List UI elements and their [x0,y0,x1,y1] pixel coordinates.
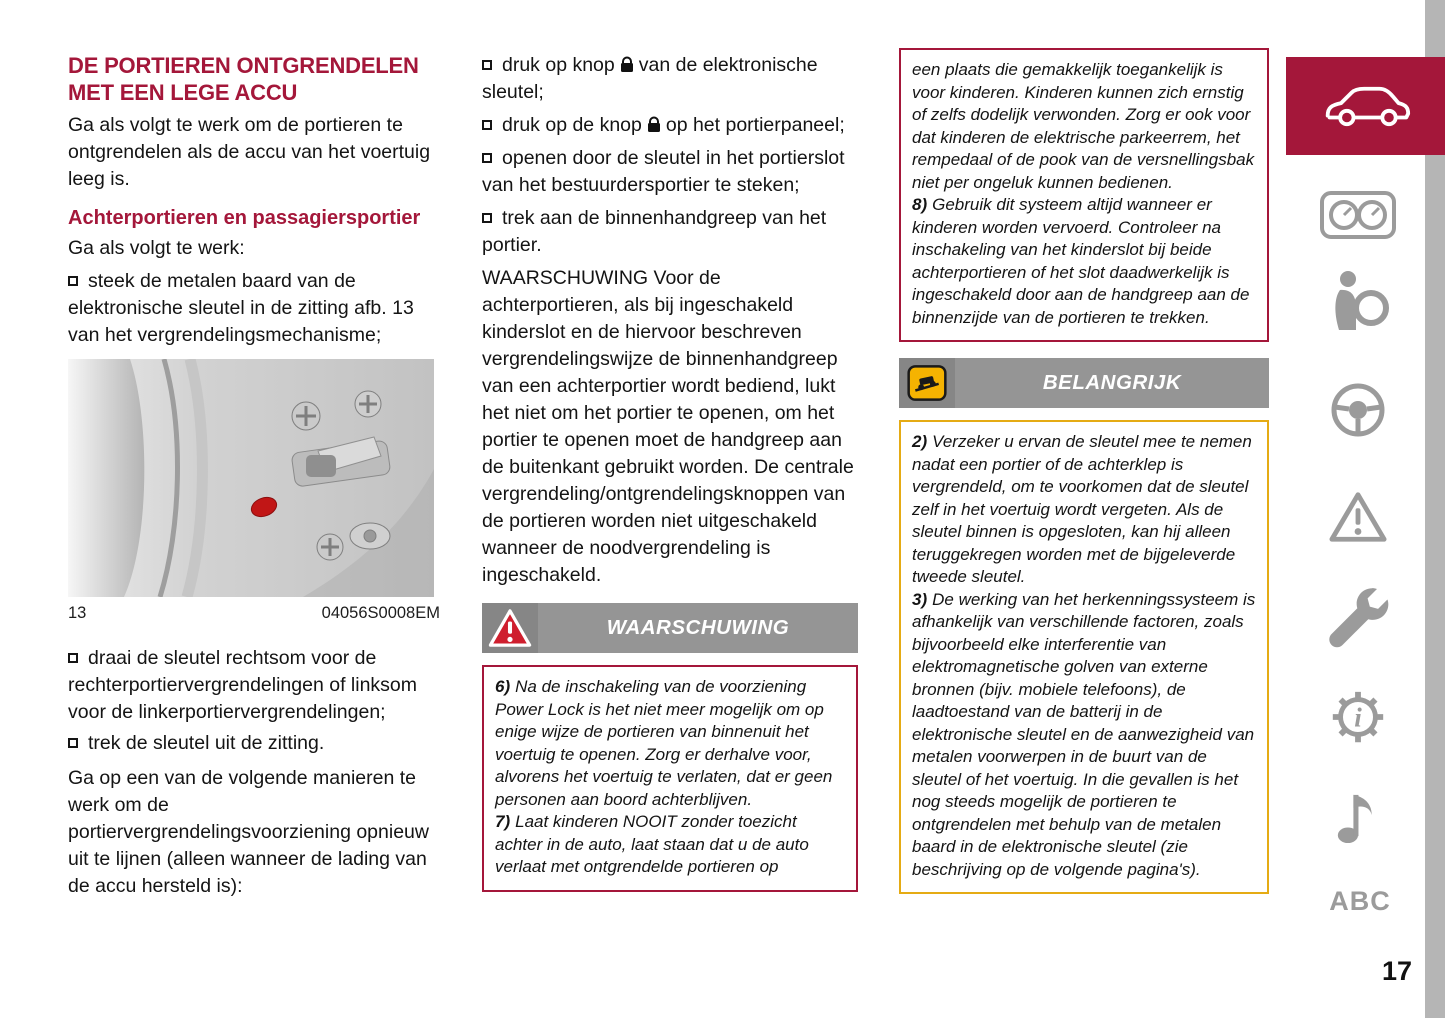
sidebar-item-car[interactable] [1286,57,1445,155]
bullet-text: openen door de sleutel in het portierslot van het bestuurdersportier te steken; [482,147,845,196]
bullet-item [68,645,440,726]
warning-item-number: 6) [495,677,511,696]
warning-box [482,665,858,892]
important-banner-label: BELANGRIJK [955,358,1269,408]
bullet-text: trek aan de binnenhandgreep van het portier. [482,207,827,256]
warning-item [912,194,1256,329]
section-heading: DE PORTIEREN ONTGRENDELEN MET EEN LEGE ACCU [68,53,419,105]
important-item-number: 3) [912,589,928,609]
gear-info-icon[interactable] [1327,686,1389,748]
bullet-text: op het portierpaneel; [665,114,845,136]
bullet-item [68,730,440,757]
warning-item-text: een plaats die gemakkelijk toegankelijk is voor kinderen. Kinderen kunnen zich ernstig of zelfs dodelijk verwonden. Zorg er ook voor dat kinderen de elektrische parkeerrem, het rempedaal of de pook van de versnellingsbak niet per ongeluk kunnen bedienen. [912,60,1255,192]
sub-heading: Achterportieren en passagiersportier [68,207,421,229]
important-item-text: De werking van het herkenningssysteem is afhankelijk van verschillende factoren, zoals bijvoorbeeld elke interferentie van elektromagnetische golven van externe bronnen (bijv. mobiele telefoons), de laadtoestand van de batterij in de elektronische sleutel en de aanwezigheid van metalen voorwerpen in de buurt van de sleutel of het voertuig. In die gevallen is het nog steeds mogelijk de portieren te ontgrendelen met behulp van de metalen baard in de elektronische sleutel (zie beschrijving op de volgende pagina's). [912,589,1256,879]
important-item-number: 2) [912,432,928,451]
bullet-item [482,145,858,199]
figure-code: 04056S0008EM [321,604,440,622]
car-icon [1320,79,1412,133]
music-note-icon[interactable] [1336,786,1380,846]
bullet-text: druk op knop [502,54,615,76]
bullet-square-icon [482,60,492,70]
steering-wheel-icon[interactable] [1330,382,1386,438]
intro-paragraph: Ga als volgt te werk om de portieren te ontgrendelen als de accu van het voertuig leeg is. [68,114,431,190]
figure-number: 13 [68,604,87,622]
outro-paragraph: Ga op een van de volgende manieren te werk om de portiervergrendelingsvoorziening opnieuw uit te lijnen (alleen wanneer de lading van de accu hersteld is): [68,767,429,897]
bullet-text: van de elektronische sleutel; [482,54,818,103]
warning-item-number: 7) [495,812,511,831]
warning-item [495,811,845,879]
bullet-item [482,205,858,259]
warning-item-text: Na de inschakeling van de voorziening Power Lock is het niet meer mogelijk om op enige wijze de portieren van binnenuit het voertuig te openen. Zorg er derhalve voor, alvorens het voertuig te verlaten, dat er geen personen aan boord achterblijven. [495,677,833,809]
yellow-road-sign-icon [899,358,955,408]
important-item-text: Verzeker u ervan de sleutel mee te nemen nadat een portier of de achterklep is vergrendeld, om te voorkomen dat de sleutel zelf in het voertuig wordt vergeten. Als de sleutel binnen is opgesloten, kan hij alleen teruggekregen worden met de bijgeleverde tweede sleutel. [912,432,1252,586]
page-number: 17 [1381,956,1412,986]
warning-triangle-icon[interactable] [1329,490,1387,544]
important-item [912,431,1256,589]
bullet-square-icon [482,153,492,163]
warning-item [912,59,1256,194]
warning-item-text: Laat kinderen NOOIT zonder toezicht achter in de auto, laat staan dat u de auto verlaat met ontgrendelde portieren op [495,812,809,876]
airbag-icon[interactable] [1326,268,1390,332]
right-column [899,48,1269,894]
lock-icon [620,56,634,73]
important-item [912,589,1256,882]
warning-item [495,676,845,811]
bullet-square-icon [68,738,78,748]
bullet-square-icon [482,213,492,223]
warning-triangle-red-icon [482,603,538,653]
middle-column [482,52,858,892]
dashboard-icon[interactable] [1320,190,1396,240]
wrench-icon[interactable] [1327,586,1389,648]
important-box [899,420,1269,894]
door-lock-photo [68,359,434,597]
bullet-text: draai de sleutel rechtsom voor de rechterportiervergrendelingen of linksom voor de linkerportiervergrendelingen; [68,647,418,723]
warning-item-number: 8) [912,195,928,214]
bullet-item [68,268,440,349]
important-banner [899,358,1269,408]
lock-icon [647,116,661,133]
bullet-item [482,52,858,106]
bullet-item [482,112,858,139]
bullet-square-icon [68,276,78,286]
warning-box-continued [899,48,1269,342]
svg-text:i: i [1354,702,1362,733]
left-column [68,52,440,900]
sidebar-item-index[interactable]: ABC [1329,886,1391,916]
bullet-square-icon [68,653,78,663]
warning-banner-label: WAARSCHUWING [538,603,858,653]
warning-banner [482,603,858,653]
bullet-square-icon [482,120,492,130]
bullet-text: druk op de knop [502,114,642,136]
note-paragraph: WAARSCHUWING Voor de achterportieren, als bij ingeschakeld kinderslot en de hiervoor beschreven vergrendelingswijze de binnenhandgreep van een achterportier wordt bediend, lukt het niet om het portier te openen, om het portier te openen moet de handgreep aan de buitenkant gebruikt worden. De centrale vergrendeling/ontgrendelingsknoppen van de portieren worden niet uitgeschakeld wanneer de noodvergrendeling is ingeschakeld. [482,267,854,586]
subintro-paragraph: Ga als volgt te werk: [68,237,245,259]
warning-item-text: Gebruik dit systeem altijd wanneer er kinderen worden vervoerd. Controleer na inschakeling van het kinderslot bij beide achterportieren of het slot daadwerkelijk is ingeschakeld door aan de handgreep aan de binnenzijde van de portieren te trekken. [912,195,1250,327]
bullet-text: steek de metalen baard van de elektronische sleutel in de zitting afb. 13 van het vergrendelingsmechanisme; [68,270,414,346]
door-lock-figure [68,359,440,623]
bullet-text: trek de sleutel uit de zitting. [88,732,325,754]
